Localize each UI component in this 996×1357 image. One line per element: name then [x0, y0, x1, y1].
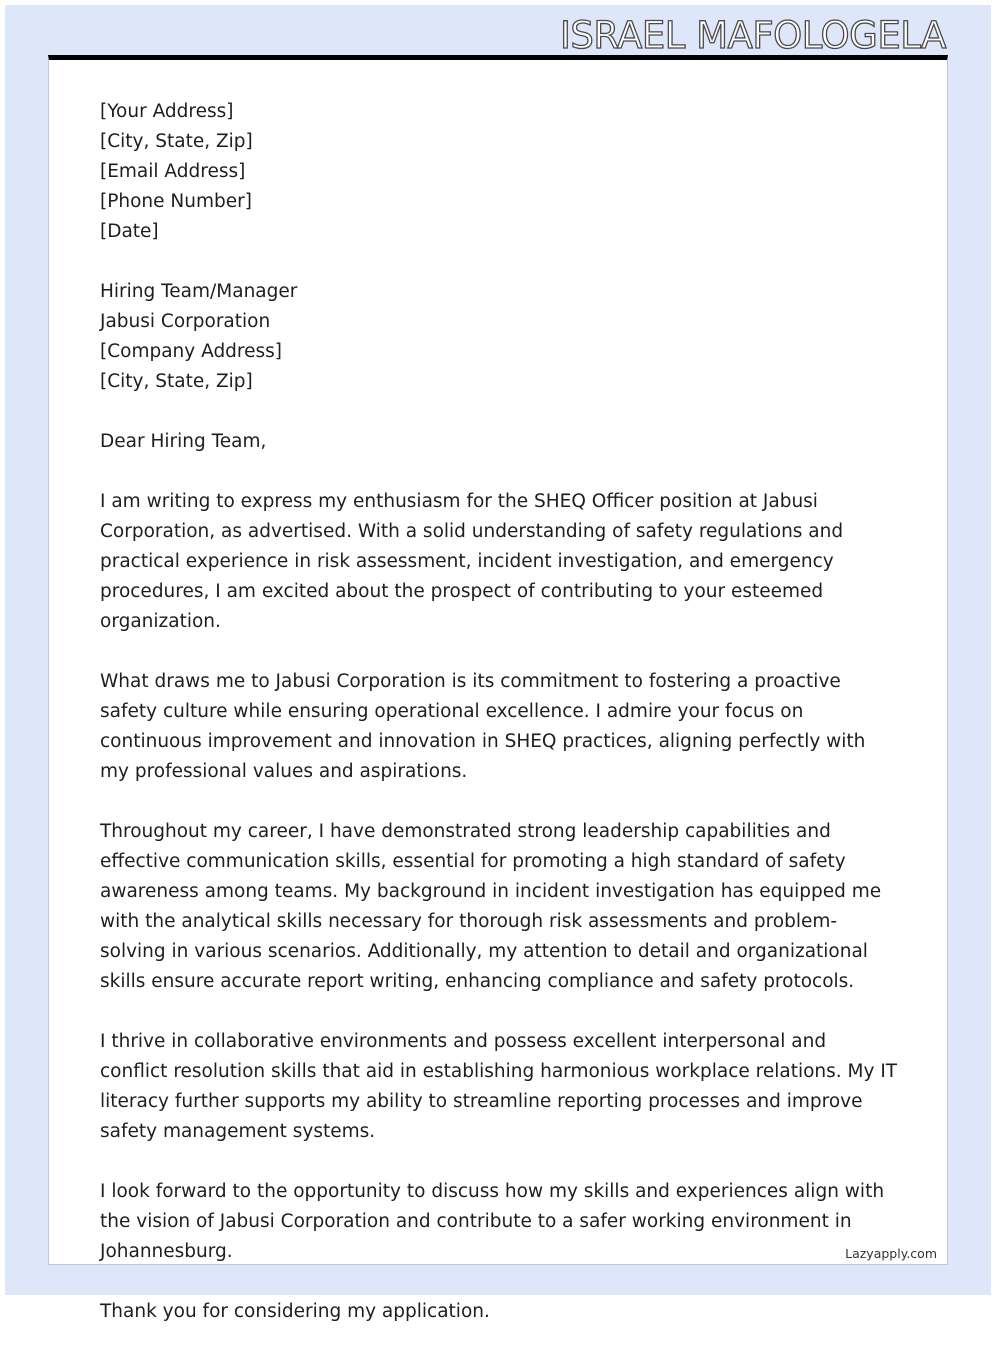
- sender-phone: [Phone Number]: [100, 191, 252, 212]
- applicant-name: ISRAEL MAFOLOGELA: [559, 14, 946, 57]
- body-paragraph: Throughout my career, I have demonstrated strong leadership capabilities and effective communication skills, essential for promoting a high standard of safety awareness among teams. My background in incident investigation has equipped me with the analytical skills necessary for thorough risk assessments and problem-solving in various scenarios. Additionally, my attention to detail and organizational skills ensure accurate report writing, enhancing compliance and safety protocols.: [100, 821, 882, 992]
- body-paragraph: I thrive in collaborative environments and possess excellent interpersonal and conflict resolution skills that aid in establishing harmonious workplace relations. My IT literacy further supports my ability to streamline reporting processes and improve safety management systems.: [100, 1031, 898, 1142]
- recipient-block: [100, 277, 900, 397]
- closing-paragraph: Thank you for considering my application.: [100, 1301, 490, 1322]
- recipient-address: [Company Address]: [100, 341, 283, 362]
- sender-email: [Email Address]: [100, 161, 246, 182]
- body-paragraph: What draws me to Jabusi Corporation is its commitment to fostering a proactive safety culture while ensuring operational excellence. I admire your focus on continuous improvement and innovation in SHEQ practices, aligning perfectly with my professional values and aspirations.: [100, 671, 866, 782]
- body-paragraph: I am writing to express my enthusiasm for the SHEQ Officer position at Jabusi Corporation, as advertised. With a solid understanding of safety regulations and practical experience in risk assessment, incident investigation, and emergency procedures, I am excited about the prospect of contributing to your esteemed organization.: [100, 491, 844, 632]
- recipient-city-state-zip: [City, State, Zip]: [100, 371, 253, 392]
- sender-city-state-zip: [City, State, Zip]: [100, 131, 253, 152]
- cover-letter-body: [100, 97, 900, 1357]
- recipient-title: Hiring Team/Manager: [100, 281, 298, 302]
- body-paragraph: I look forward to the opportunity to discuss how my skills and experiences align with the vision of Jabusi Corporation and contribute to a safer working environment in Johannesburg.: [100, 1181, 885, 1262]
- recipient-company: Jabusi Corporation: [100, 311, 271, 332]
- lazyapply-watermark: Lazyapply.com: [845, 1246, 937, 1261]
- sender-address: [Your Address]: [100, 101, 234, 122]
- sender-block: [100, 97, 900, 247]
- salutation: Dear Hiring Team,: [100, 431, 267, 452]
- letter-date: [Date]: [100, 221, 159, 242]
